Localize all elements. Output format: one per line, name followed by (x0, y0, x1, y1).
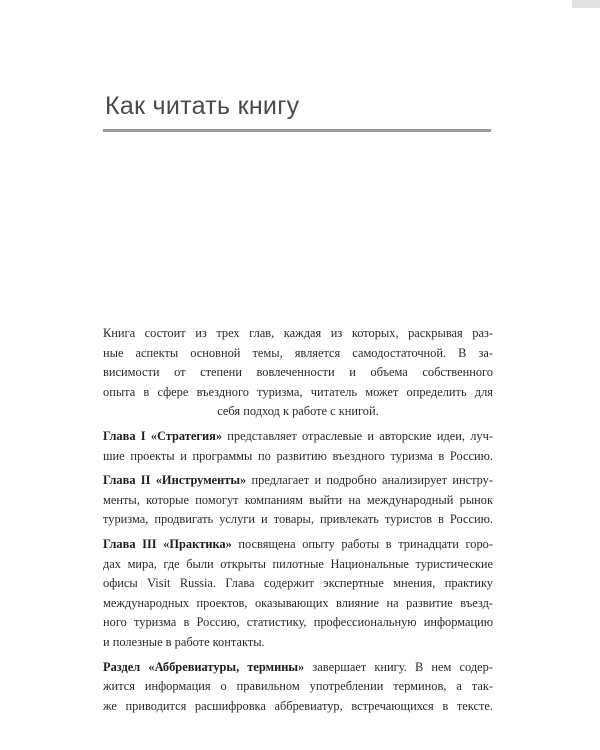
appendix-name: Раздел «Аббревиатуры, термины» (103, 659, 305, 674)
chapter-1-name: Глава I «Стратегия» (103, 428, 223, 443)
intro-paragraph (103, 324, 493, 422)
chapter-3-paragraph (103, 535, 493, 653)
text-line: Глава III «Практика» посвящена опыту работы в тринадцати горо- (103, 536, 493, 551)
text-line: и полезные в работе контакты. (103, 634, 265, 649)
chapter-1-paragraph (103, 427, 493, 466)
text-line: международных проектов, оказывающих влияние на развитие въезд- (103, 595, 493, 610)
text-line: жится информация о правильном употреблении терминов, а так- (103, 679, 493, 694)
text-line: Раздел «Аббревиатуры, термины» завершает книгу. В нем содер- (103, 659, 494, 674)
text-line: висимости от степени вовлеченности и объема собственного (103, 365, 493, 380)
text-line: себя подход к работе с книгой. (217, 404, 379, 419)
chapter-2-name: Глава II «Инструменты» (103, 473, 247, 488)
text-line: офисы Visit Russia. Глава содержит экспертные мнения, практику (103, 576, 493, 591)
text-line: Глава II «Инструменты» предлагает и подробно анализирует инстру- (103, 473, 493, 488)
text-line: туризма, продвигать услуги и товары, привлекать туристов в Россию. (103, 512, 493, 527)
appendix-paragraph (103, 658, 493, 717)
text-line: ного туризма в Россию, статистику, профессиональную информацию (103, 615, 493, 630)
title-underline (103, 129, 491, 132)
text-line: дах мира, где были открыты пилотные Национальные туристические (103, 556, 493, 571)
text-line: ные аспекты основной темы, является самодостаточной. В за- (103, 345, 493, 360)
text-line: же приводится расшифровка аббревиатур, встречающихся в тексте. (103, 698, 493, 713)
text-line: менты, которые помогут компаниям выйти на международный рынок (103, 492, 493, 507)
chapter-2-paragraph (103, 471, 493, 530)
chapter-3-name: Глава III «Практика» (103, 536, 232, 551)
text-line: Глава I «Стратегия» представляет отраслевые и авторские идеи, луч- (103, 428, 493, 443)
page-corner-mark (572, 0, 600, 8)
text-line: шие проекты и программы по развитию въездного туризма в Россию. (103, 448, 493, 463)
text-line: Книга состоит из трех глав, каждая из которых, раскрывая раз- (103, 326, 493, 340)
text-line: опыта в сфере въездного туризма, читатель может определить для (103, 384, 493, 399)
chapter-title: Как читать книгу (105, 92, 300, 120)
body-text (103, 324, 493, 721)
